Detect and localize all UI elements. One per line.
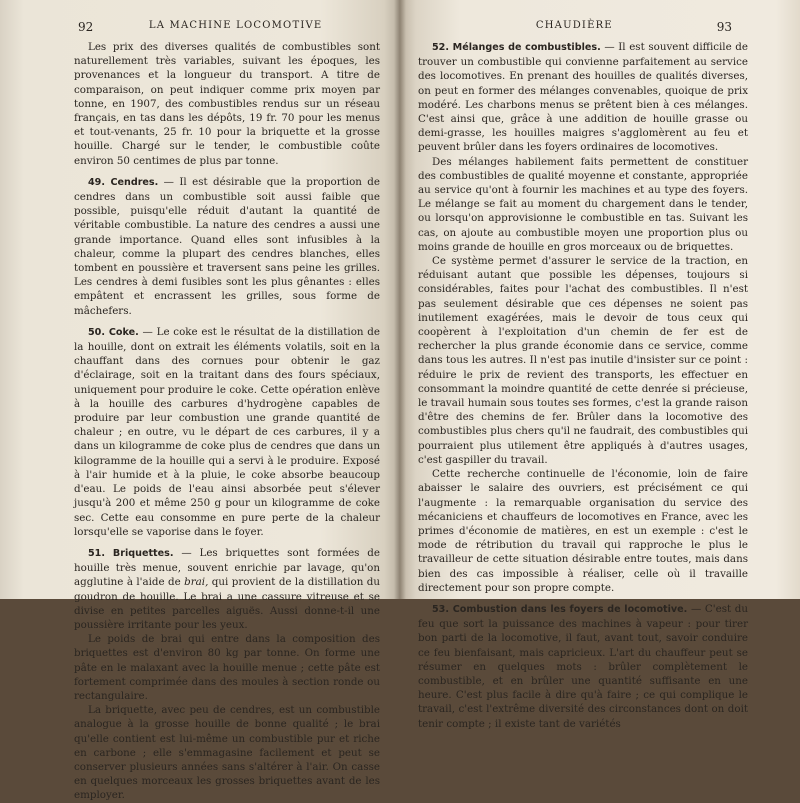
section-50-text: — Le coke est le résultat de la distillation de la houille, dont on extrait les éléments volatils, soit en la chauffant dans des cornues pour obtenir le gaz d'éclairage, soit en la traitant dans des fours spéciaux, uniquement pour produire le coke. Cette opération enlève à la houille des carbures d'hydrogène capables de produire par leur combustion une grande quantité de chaleur ; en outre, vu le départ de ces carbures, il y a dans un kilogramme de coke plus de cendres que dans un kilogramme de la houille qui a servi à le produire. Exposé à l'air humide et à la pluie, le coke absorbe beaucoup d'eau. Le poids de l'eau ainsi absorbée peut s'élever jusqu'à 200 et même 250 g pour un kilogramme de coke sec. Cette eau consomme en pure perte de la chaleur lorsqu'elle se vaporise dans le foyer. bbox=[74, 325, 380, 538]
left-page-body bbox=[74, 40, 380, 803]
left-page-number: 92 bbox=[78, 20, 94, 34]
section-52-heading: 52. Mélanges de combustibles. bbox=[432, 42, 601, 53]
right-page-body bbox=[418, 40, 748, 731]
paragraph-wages: Cette recherche continuelle de l'économie, loin de faire abaisser le salaire des ouvriers, est précisément ce qui l'augmente : la remarquable organisation du service des mécaniciens et chauffeurs de locomotives en France, avec les primes d'économie de matières, en est un exemple : c'est le mode de rétribution du travail qui rapproche le plus le travailleur de cette situation désirable entre toutes, mais dans bien des cas impossible à réaliser, celle où il travaille directement pour son propre compte. bbox=[418, 468, 748, 594]
paragraph-economy: Ce système permet d'assurer le service de la traction, en réduisant autant que possible les dépenses, toujours si considérables, faites pour l'achat des combustibles. Il n'est pas seulement désirable que ces dépenses ne soient pas inutilement exagérées, mais le devoir de tous ceux qui coopèrent à l'exploitation d'un chemin de fer est de rechercher la plus grande économie dans ce service, comme dans tous les autres. Il n'est pas inutile d'insister sur ce point : réduire le prix de revient des transports, les effectuer en consommant la moindre quantité de cette denrée si précieuse, le travail humain sous toutes ses formes, c'est la grande raison d'être des chemins de fer. Brûler dans la locomotive des combustibles plus chers qu'il ne faudrait, des combustibles qui pourraient plus utilement être appliqués à d'autres usages, c'est gaspiller du travail. bbox=[418, 255, 748, 466]
paragraph-briquette-quality: La briquette, avec peu de cendres, est un combustible analogue à la grosse houille de bonne qualité ; le brai qu'elle contient est lui-même un combustible pur et riche en carbone ; elle s'emmagasine facilement et peut se conserver plusieurs années sans s'altérer à l'air. On casse en quelques morceaux les grosses briquettes avant de les employer. bbox=[74, 704, 380, 802]
paragraph-brai-weight: Le poids de brai qui entre dans la composition des briquettes est d'environ 80 kg par tonne. On forme une pâte en le malaxant avec la houille menue ; cette pâte est fortement comprimée dans des moules à section ronde ou rectangulaire. bbox=[74, 633, 380, 702]
section-51-briquettes bbox=[74, 546, 380, 632]
section-51-text-a: — Les briquettes sont formées de houille très menue, souvent enrichie par lavage, qu'on agglutine à l'aide de bbox=[74, 546, 380, 589]
paragraph-prices: Les prix des diverses qualités de combustibles sont naturellement très variables, suivant les époques, les provenances et la longueur du transport. A titre de comparaison, on peut indiquer comme prix moyen par tonne, en 1907, des combustibles rendus sur un réseau français, en tas dans les dépôts, 19 fr. 70 pour les menus et tout-venants, 25 fr. 10 pour la briquette et la grosse houille. Chargé sur le tender, le combustible coûte environ 50 centimes de plus par tonne. bbox=[74, 41, 380, 167]
section-49-cendres bbox=[74, 175, 380, 318]
section-53-combustion bbox=[418, 602, 748, 731]
section-53-heading: 53. Combustion dans les foyers de locomotive. bbox=[432, 603, 688, 615]
left-page bbox=[0, 0, 400, 802]
section-52-melanges bbox=[418, 40, 748, 155]
left-page-header bbox=[78, 20, 378, 34]
right-page-number: 93 bbox=[716, 20, 732, 34]
section-51-text-b: qui provient de la distillation du goudron de houille. Le brai a une cassure vitreuse et se divise en petites parcelles aiguës. Aussi donne-t-il une poussière irritante pour les yeux. bbox=[74, 576, 380, 631]
section-50-heading: 50. Coke. bbox=[88, 326, 139, 338]
section-49-text: — Il est désirable que la proportion de cendres dans un combustible soit aussi faible que possible, puisqu'elle réduit d'autant la quantité de véritable combustible. La nature des cendres a aussi une grande importance. Quand elles sont infusibles à la chaleur, comme la plupart des cendres blanches, elles tombent en poussière et traversent sans peine les grilles. Les cendres à demi fusibles sont les plus gênantes : elles empâtent et encrassent les grilles, sous forme de mâchefers. bbox=[74, 175, 380, 317]
right-page bbox=[400, 0, 800, 730]
right-running-head: CHAUDIÈRE bbox=[535, 20, 613, 31]
section-51-heading: 51. Briquettes. bbox=[88, 547, 174, 559]
section-49-heading: 49. Cendres. bbox=[88, 176, 159, 188]
section-52-text: — Il est souvent difficile de trouver un combustible qui convienne parfaitement au service des locomotives. En prenant des houilles de qualités diverses, on peut en former des mélanges convenables, quoique de prix modéré. Les charbons menus se prêtent bien à ces mélanges. C'est ainsi que, grâce à une addition de houille grasse ou demi-grasse, les houilles maigres s'agglomèrent au feu et peuvent brûler dans les foyers ordinaires de locomotives. bbox=[418, 41, 748, 154]
section-51-brai-term: brai, bbox=[184, 576, 209, 589]
right-page-header bbox=[432, 20, 732, 34]
section-53-text: — C'est du feu que sort la puissance des machines à vapeur : pour tirer bon parti de la locomotive, il faut, avant tout, savoir conduire ce feu bienfaisant, mais capricieux. L'art du chauffeur peut se résumer en quelques mots : brûler complètement le combustible, et en brûler une quantité suffisante en une heure. C'est plus facile à dire qu'à faire ; ce qui complique le travail, c'est l'extrême diversité des circonstances dont on doit tenir compte ; il existe tant de variétés bbox=[418, 602, 748, 730]
left-running-head: LA MACHINE LOCOMOTIVE bbox=[148, 20, 323, 31]
section-50-coke bbox=[74, 325, 380, 539]
paragraph-mixtures: Des mélanges habilement faits permettent de constituer des combustibles de qualité moyenne et constante, appropriée au service qu'ont à fournir les machines et au type des foyers. Le mélange se fait au moment du chargement dans le tender, ou lorsqu'on approvisionne le combustible en tas. Suivant les cas, on ajoute au combustible moyen une proportion plus ou moins grande de houille en gros morceaux ou de briquettes. bbox=[418, 155, 748, 253]
book-gutter bbox=[394, 0, 406, 599]
